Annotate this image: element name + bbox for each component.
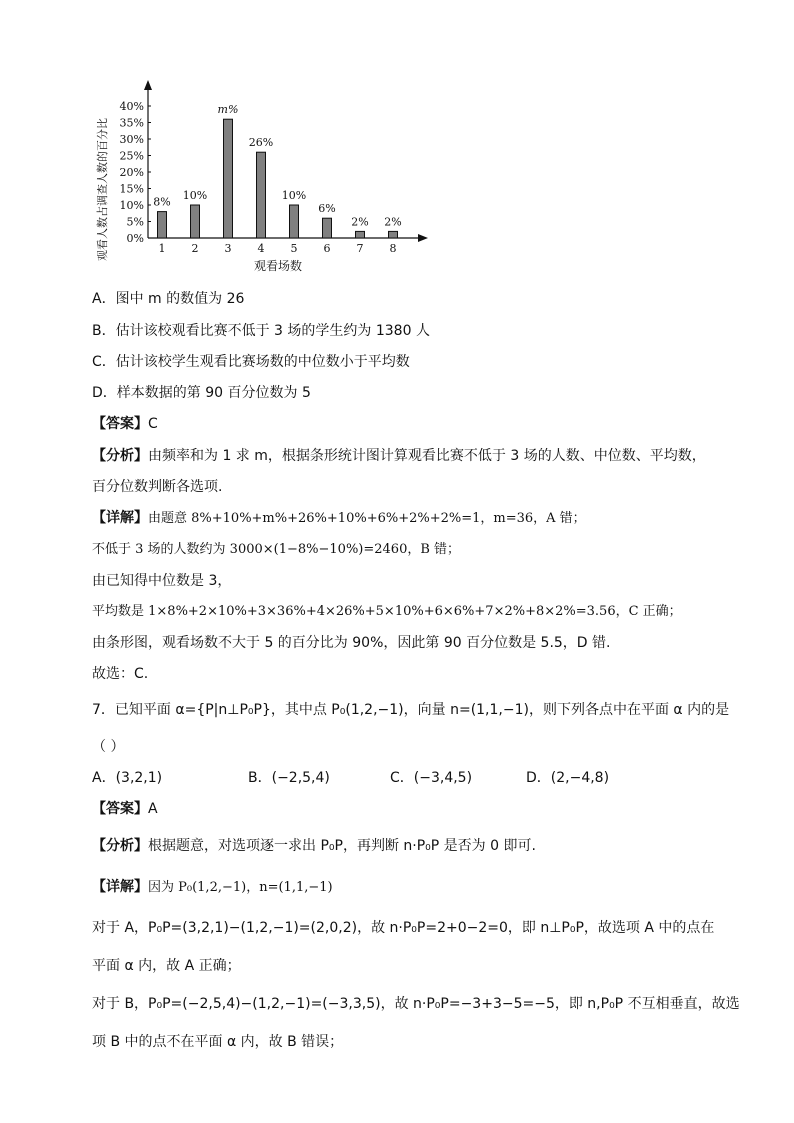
y-axis-label: 观看人数占调查人数的百分比	[96, 118, 109, 261]
x-tick-label: 8	[389, 242, 397, 255]
q6-analysis-1: 由频率和为 1 求 m，根据条形统计图计算观看比赛不低于 3 场的人数、中位数、平均数，	[148, 448, 706, 464]
q7-detail-b-line-1: 对于 B，P₀P=(−2,5,4)−(1,2,−1)=(−3,3,5)，故 n·P₀P=−3+3−5=−5，即 n,P₀P 不互相垂直，故选	[92, 996, 740, 1012]
q6-option-a: A．图中 m 的数值为 26	[92, 291, 245, 307]
y-tick-label: 35%	[119, 116, 144, 130]
x-tick-label: 2	[191, 242, 199, 255]
q6-detail-line-2: 不低于 3 场的人数约为 3000×(1−8%−10%)=2460，B 错；	[92, 542, 461, 557]
bar	[323, 218, 332, 238]
q7-detail-line-1	[92, 876, 333, 899]
q6-option-c: C．估计该校学生观看比赛场数的中位数小于平均数	[92, 354, 410, 370]
q7-detail-a-line-1: 对于 A，P₀P=(3,2,1)−(1,2,−1)=(2,0,2)，故 n·P₀P=2+0−2=0，即 n⊥P₀P，故选项 A 中的点在	[92, 920, 715, 936]
bar	[356, 231, 365, 238]
q7-options	[92, 767, 609, 789]
x-axis-arrow	[418, 234, 428, 242]
bar-value-label: 8%	[153, 195, 171, 209]
bar	[290, 205, 299, 238]
q6-analysis-tag: 【分析】	[92, 448, 148, 464]
bar-chart	[90, 72, 470, 282]
bar	[158, 212, 167, 238]
bar-value-label: 6%	[318, 202, 336, 216]
x-tick-label: 5	[290, 242, 298, 255]
bar-chart-svg	[90, 72, 470, 282]
q6-answer-line	[92, 413, 158, 435]
bar	[224, 119, 233, 238]
q6-detail-line-5: 由条形图，观看场数不大于 5 的百分比为 90%，因此第 90 百分位数是 5.5，D 错.	[92, 635, 611, 651]
y-tick-label: 20%	[119, 166, 144, 179]
q7-stem-line-2: （ ）	[92, 739, 125, 755]
bar-value-label: 2%	[384, 215, 402, 229]
bar-value-label: 2%	[351, 215, 369, 229]
q6-answer-tag: 【答案】	[92, 416, 148, 432]
q7-option-a: A．(3,2,1)	[92, 770, 163, 786]
q7-option-b: B．(−2,5,4)	[248, 770, 330, 786]
q7-answer: A	[148, 801, 158, 817]
x-tick-label: 1	[158, 242, 166, 255]
q7-option-d: D．(2,−4,8)	[526, 770, 610, 786]
y-tick-label: 30%	[119, 133, 144, 146]
q7-answer-line	[92, 798, 158, 820]
bar	[389, 231, 398, 238]
y-tick-label: 10%	[119, 199, 144, 212]
bar-value-label: 26%	[248, 136, 274, 150]
q6-detail-tag: 【详解】	[92, 510, 148, 526]
y-tick-label: 0%	[126, 232, 144, 245]
q6-detail-line-3: 由已知得中位数是 3，	[92, 573, 232, 589]
q6-analysis-line-1	[92, 445, 706, 467]
q6-answer: C	[148, 416, 158, 432]
y-tick-label: 40%	[119, 100, 144, 113]
y-tick-label: 15%	[119, 182, 144, 196]
q7-detail-a-line-2: 平面 α 内，故 A 正确；	[92, 958, 241, 974]
y-tick-label: 5%	[126, 215, 144, 229]
q7-detail-1: 因为 P₀(1,2,−1)，n=(1,1,−1)	[148, 880, 333, 895]
q6-detail-line-4: 平均数是 1×8%+2×10%+3×36%+4×26%+5×10%+6×6%+7×2%+8×2%=3.56，C 正确；	[92, 604, 682, 619]
q7-analysis-line	[92, 835, 536, 857]
x-tick-label: 4	[257, 242, 265, 255]
q7-option-c: C．(−3,4,5)	[390, 770, 473, 786]
y-tick-label: 25%	[119, 149, 144, 163]
bar-value-label: 10%	[182, 189, 208, 202]
x-axis-label: 观看场数	[253, 259, 303, 273]
bar	[257, 152, 266, 238]
q6-analysis-line-2: 百分位数判断各选项.	[92, 479, 223, 495]
q7-analysis: 根据题意，对选项逐一求出 P₀P，再判断 n·P₀P 是否为 0 即可.	[148, 838, 536, 854]
q6-option-b: B．估计该校观看比赛不低于 3 场的学生约为 1380 人	[92, 323, 430, 339]
q6-detail-1: 由题意 8%+10%+m%+26%+10%+6%+2%+2%=1，m=36，A 错；	[148, 511, 586, 526]
y-axis-arrow	[144, 80, 152, 90]
bar	[191, 205, 200, 238]
x-tick-label: 6	[323, 242, 331, 255]
q7-analysis-tag: 【分析】	[92, 838, 148, 854]
x-tick-label: 3	[224, 242, 232, 255]
bar-value-label: 10%	[281, 189, 307, 202]
x-tick-label: 7	[356, 242, 364, 255]
q7-detail-tag: 【详解】	[92, 879, 148, 895]
q6-choose: 故选：C.	[92, 666, 149, 682]
bar-value-label: m%	[217, 103, 239, 117]
q7-answer-tag: 【答案】	[92, 801, 148, 817]
q6-detail-line-1	[92, 507, 586, 530]
q6-option-d: D．样本数据的第 90 百分位数为 5	[92, 385, 311, 401]
q7-detail-b-line-2: 项 B 中的点不在平面 α 内，故 B 错误；	[92, 1034, 344, 1050]
q7-stem-line-1: 7．已知平面 α={P|n⊥P₀P}，其中点 P₀(1,2,−1)，向量 n=(1,1,−1)，则下列各点中在平面 α 内的是	[92, 702, 730, 718]
